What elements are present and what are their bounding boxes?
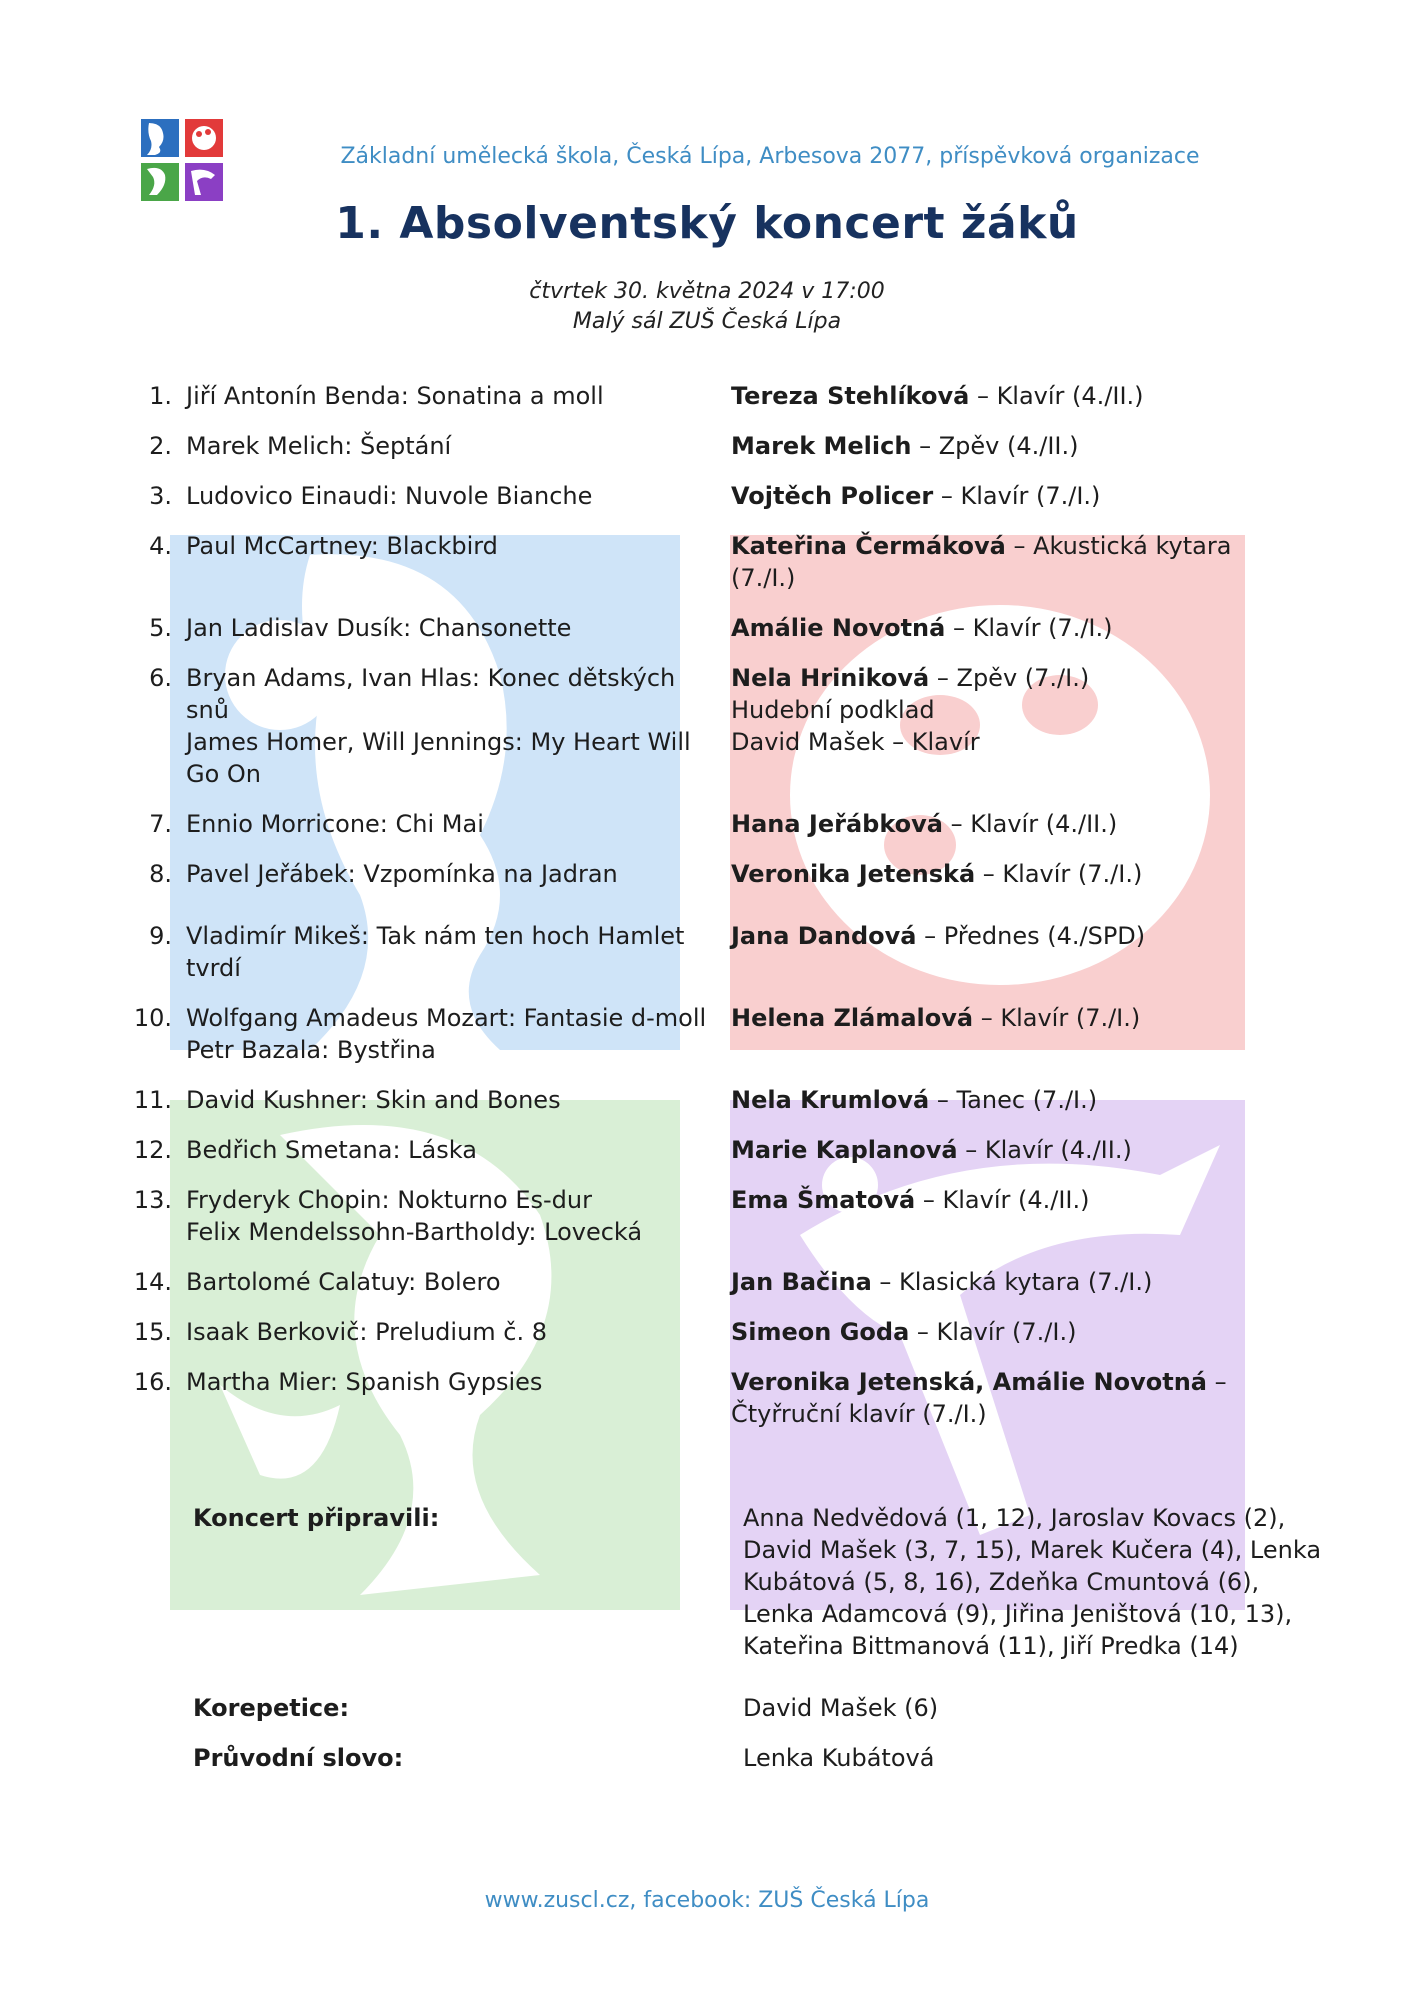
performer-name: Tereza Stehlíková — [731, 382, 970, 410]
performer-name: Simeon Goda — [731, 1318, 910, 1346]
performer-name: Amálie Novotná — [731, 614, 946, 642]
item-piece — [186, 1366, 731, 1430]
item-performer — [731, 808, 1251, 840]
performer-detail: – Klavír (7./I.) — [909, 1318, 1077, 1346]
piece-line: Fryderyk Chopin: Nokturno Es-dur — [186, 1186, 592, 1214]
item-performer — [731, 530, 1251, 594]
performer-detail: – Klavír (4./II.) — [915, 1186, 1090, 1214]
credit-row — [193, 1742, 1333, 1774]
piece-line: Petr Bazala: Bystřina — [186, 1036, 436, 1064]
item-piece — [186, 430, 731, 462]
piece-line: Bryan Adams, Ivan Hlas: Konec dětských snů — [186, 664, 676, 724]
item-piece — [186, 1002, 731, 1066]
performer-name: Nela Hriniková — [731, 664, 930, 692]
performer-detail: – Čtyřruční klavír (7./I.) — [731, 1368, 1227, 1428]
performer-detail: – Tanec (7./I.) — [929, 1086, 1098, 1114]
program-item — [110, 1084, 1260, 1116]
credit-row — [193, 1692, 1333, 1724]
item-piece — [186, 612, 731, 644]
performer-name: Marek Melich — [731, 432, 912, 460]
performer-extra: David Mašek – Klavír — [731, 728, 980, 756]
credits — [193, 1502, 1333, 1804]
item-performer — [731, 480, 1251, 512]
performer-extra: Hudební podklad — [731, 696, 935, 724]
school-name: Základní umělecká škola, Česká Lípa, Arbesova 2077, příspěvková organizace — [340, 144, 1200, 169]
performer-detail: – Přednes (4./SPD) — [916, 922, 1146, 950]
program-item — [110, 808, 1260, 840]
piece-line: Ludovico Einaudi: Nuvole Bianche — [186, 482, 593, 510]
item-number: 3. — [149, 482, 172, 510]
item-performer — [731, 1084, 1251, 1116]
credit-value: Anna Nedvědová (1, 12), Jaroslav Kovacs (2), David Mašek (3, 7, 15), Marek Kučera (4), Lenka Kubátová (5, 8, 16), Zdeňka Cmuntová (6), Lenka Adamcová (9), Jiřina Jeništová (10, 13), Kateřina Bittmanová (11), Jiří Predka (14) — [743, 1504, 1322, 1660]
item-piece — [186, 1084, 731, 1116]
performer-name: Jan Bačina — [731, 1268, 872, 1296]
performer-detail: – Klasická kytara (7./I.) — [871, 1268, 1153, 1296]
credit-row — [193, 1502, 1333, 1662]
item-number: 4. — [149, 532, 172, 560]
item-performer — [731, 920, 1251, 984]
piece-line: Martha Mier: Spanish Gypsies — [186, 1368, 543, 1396]
item-number: 6. — [149, 664, 172, 692]
performer-detail: – Klavír (7./I.) — [973, 1004, 1141, 1032]
performer-name: Veronika Jetenská — [731, 860, 976, 888]
event-venue: Malý sál ZUŠ Česká Lípa — [572, 309, 842, 334]
piece-line: David Kushner: Skin and Bones — [186, 1086, 561, 1114]
item-performer — [731, 1316, 1251, 1348]
item-performer — [731, 1002, 1251, 1066]
item-piece — [186, 808, 731, 840]
item-number: 9. — [149, 922, 172, 950]
item-number: 10. — [133, 1004, 172, 1032]
piece-line: Bartolomé Calatuy: Bolero — [186, 1268, 501, 1296]
performer-name: Veronika Jetenská, Amálie Novotná — [731, 1368, 1207, 1396]
program-item — [110, 380, 1260, 412]
performer-detail: – Klavír (7./I.) — [933, 482, 1101, 510]
item-piece — [186, 1316, 731, 1348]
performer-detail: – Zpěv (7./I.) — [929, 664, 1090, 692]
credit-label: Korepetice: — [193, 1694, 350, 1722]
program-item — [110, 662, 1260, 790]
performer-detail: – Klavír (4./II.) — [969, 382, 1144, 410]
item-piece — [186, 662, 731, 790]
page-title: 1. Absolventský koncert žáků — [335, 198, 1079, 249]
performer-detail: – Klavír (7./I.) — [975, 860, 1143, 888]
piece-line: Vladimír Mikeš: Tak nám ten hoch Hamlet tvrdí — [186, 922, 685, 982]
performer-name: Marie Kaplanová — [731, 1136, 958, 1164]
piece-line: Pavel Jeřábek: Vzpomínka na Jadran — [186, 860, 618, 888]
performer-name: Vojtěch Policer — [731, 482, 934, 510]
piece-line: Paul McCartney: Blackbird — [186, 532, 498, 560]
item-performer — [731, 662, 1251, 790]
item-number: 2. — [149, 432, 172, 460]
piece-line: James Homer, Will Jennings: My Heart Will Go On — [186, 728, 691, 788]
program-item — [110, 1134, 1260, 1166]
piece-line: Bedřich Smetana: Láska — [186, 1136, 477, 1164]
item-number: 13. — [133, 1186, 172, 1214]
program-item — [110, 1184, 1260, 1248]
item-number: 5. — [149, 614, 172, 642]
item-number: 7. — [149, 810, 172, 838]
performer-name: Nela Krumlová — [731, 1086, 930, 1114]
program-item — [110, 1002, 1260, 1066]
item-number: 11. — [133, 1086, 172, 1114]
footer-links: www.zuscl.cz, facebook: ZUŠ Česká Lípa — [484, 1888, 930, 1913]
item-piece — [186, 1134, 731, 1166]
piece-line: Jiří Antonín Benda: Sonatina a moll — [186, 382, 604, 410]
performer-name: Helena Zlámalová — [731, 1004, 974, 1032]
program-item — [110, 1266, 1260, 1298]
item-piece — [186, 1184, 731, 1248]
zus-arts-logo-icon — [141, 119, 223, 201]
item-performer — [731, 1266, 1251, 1298]
item-performer — [731, 612, 1251, 644]
item-performer — [731, 1134, 1251, 1166]
performer-name: Hana Jeřábková — [731, 810, 943, 838]
performer-detail: – Klavír (4./II.) — [957, 1136, 1132, 1164]
performer-name: Jana Dandová — [731, 922, 917, 950]
item-number: 15. — [133, 1318, 172, 1346]
performer-name: Kateřina Čermáková — [731, 532, 1006, 560]
piece-line: Jan Ladislav Dusík: Chansonette — [186, 614, 572, 642]
event-date-time: čtvrtek 30. května 2024 v 17:00 — [529, 279, 885, 304]
credit-label: Koncert připravili: — [193, 1504, 440, 1532]
credit-label: Průvodní slovo: — [193, 1744, 404, 1772]
piece-line: Isaak Berkovič: Preludium č. 8 — [186, 1318, 548, 1346]
program-item — [110, 858, 1260, 890]
item-piece — [186, 1266, 731, 1298]
performer-detail: – Zpěv (4./II.) — [911, 432, 1079, 460]
item-piece — [186, 920, 731, 984]
piece-line: Wolfgang Amadeus Mozart: Fantasie d-moll — [186, 1004, 707, 1032]
item-piece — [186, 530, 731, 594]
program-item — [110, 480, 1260, 512]
performer-detail: – Akustická kytara (7./I.) — [731, 532, 1232, 592]
item-number: 16. — [133, 1368, 172, 1396]
program-item — [110, 430, 1260, 462]
item-number: 8. — [149, 860, 172, 888]
performer-detail: – Klavír (4./II.) — [942, 810, 1118, 838]
item-piece — [186, 858, 731, 890]
piece-line: Felix Mendelssohn-Bartholdy: Lovecká — [186, 1218, 643, 1246]
item-performer — [731, 1184, 1251, 1248]
item-performer — [731, 1366, 1251, 1430]
program-list — [110, 380, 1260, 1448]
performer-detail: – Klavír (7./I.) — [945, 614, 1113, 642]
program-item — [110, 920, 1260, 984]
piece-line: Marek Melich: Šeptání — [186, 432, 452, 460]
program-item — [110, 1366, 1260, 1430]
performer-name: Ema Šmatová — [731, 1186, 916, 1214]
item-performer — [731, 380, 1251, 412]
item-performer — [731, 858, 1251, 890]
program-item — [110, 1316, 1260, 1348]
item-number: 12. — [133, 1136, 172, 1164]
credit-value: Lenka Kubátová — [743, 1744, 935, 1772]
item-piece — [186, 380, 731, 412]
item-performer — [731, 430, 1251, 462]
item-number: 1. — [149, 382, 172, 410]
program-item — [110, 612, 1260, 644]
item-number: 14. — [133, 1268, 172, 1296]
program-item — [110, 530, 1260, 594]
event-info — [0, 277, 1414, 337]
piece-line: Ennio Morricone: Chi Mai — [186, 810, 484, 838]
credit-value: David Mašek (6) — [743, 1694, 939, 1722]
item-piece — [186, 480, 731, 512]
